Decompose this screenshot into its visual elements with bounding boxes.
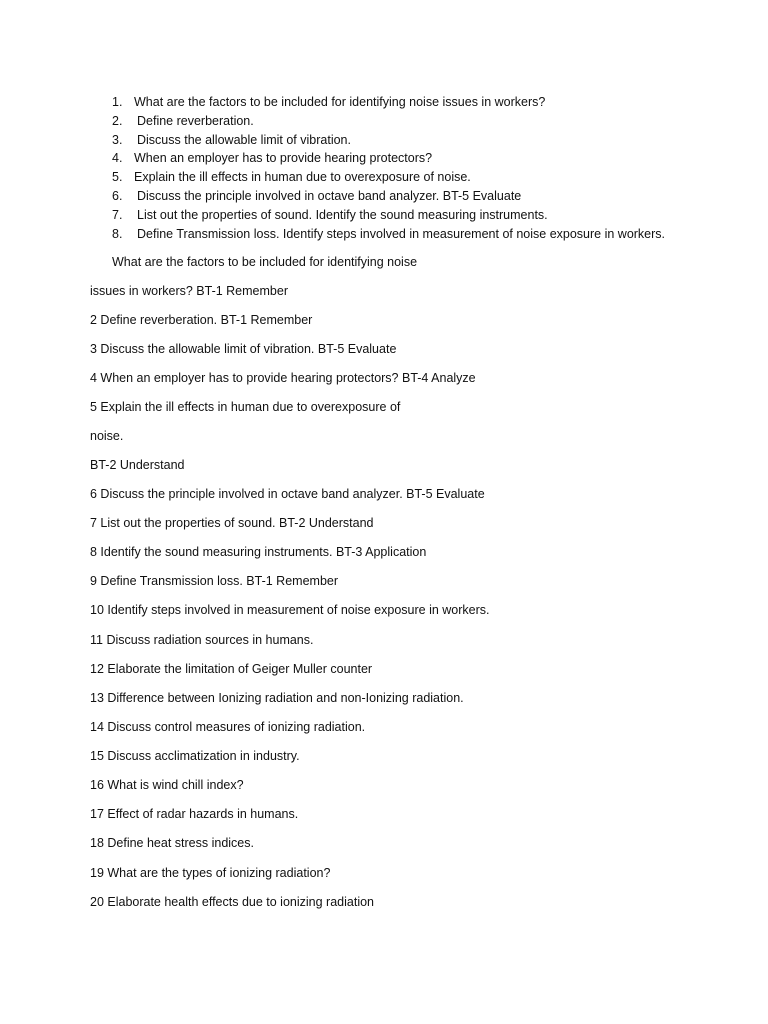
paragraph: 16 What is wind chill index? — [90, 778, 244, 792]
paragraph: 3 Discuss the allowable limit of vibration. BT-5 Evaluate — [90, 342, 397, 356]
list-item-text: When an employer has to provide hearing protectors? — [134, 151, 433, 166]
paragraph: noise. — [90, 429, 124, 443]
list-number: 8. — [112, 226, 123, 241]
list-item — [112, 225, 665, 244]
list-item-text: Define reverberation. — [137, 113, 254, 128]
paragraph: 13 Difference between Ionizing radiation and non-Ionizing radiation. — [90, 691, 464, 705]
paragraph: 20 Elaborate health effects due to ionizing radiation — [90, 895, 374, 909]
list-number: 3. — [112, 132, 123, 147]
paragraph: 18 Define heat stress indices. — [90, 836, 254, 850]
paragraph: 12 Elaborate the limitation of Geiger Muller counter — [90, 662, 373, 676]
numbered-question-list — [112, 93, 665, 243]
list-item — [112, 131, 665, 150]
list-number: 4. — [112, 151, 123, 166]
list-number: 1. — [112, 95, 123, 109]
paragraph: 15 Discuss acclimatization in industry. — [90, 749, 300, 763]
paragraph: 6 Discuss the principle involved in octave band analyzer. BT-5 Evaluate — [90, 487, 485, 501]
paragraph: 11 Discuss radiation sources in humans. — [90, 633, 314, 647]
list-item-text: Discuss the allowable limit of vibration. — [137, 132, 351, 147]
list-number: 2. — [112, 113, 123, 128]
list-item — [112, 112, 665, 131]
paragraph: 5 Explain the ill effects in human due to overexposure of — [90, 400, 401, 414]
paragraph: 4 When an employer has to provide hearing protectors? BT-4 Analyze — [90, 371, 476, 385]
list-item-text: What are the factors to be included for identifying noise issues in workers? — [134, 95, 546, 109]
paragraph: 8 Identify the sound measuring instruments. BT-3 Application — [90, 545, 427, 559]
list-item-text: Define Transmission loss. Identify steps involved in measurement of noise exposure in workers. — [137, 226, 666, 241]
paragraph: 2 Define reverberation. BT-1 Remember — [90, 313, 313, 327]
list-item — [112, 149, 665, 168]
list-item — [112, 206, 665, 225]
paragraph: 7 List out the properties of sound. BT-2 Understand — [90, 516, 374, 530]
list-item — [112, 187, 665, 206]
list-item — [112, 168, 665, 187]
list-number: 6. — [112, 188, 123, 203]
paragraph: 9 Define Transmission loss. BT-1 Remember — [90, 574, 339, 588]
paragraph: issues in workers? BT-1 Remember — [90, 284, 288, 298]
paragraph: BT-2 Understand — [90, 458, 185, 472]
list-item-text: Explain the ill effects in human due to overexposure of noise. — [134, 170, 471, 185]
list-item-text: List out the properties of sound. Identify the sound measuring instruments. — [137, 207, 548, 222]
list-number: 5. — [112, 170, 123, 185]
paragraph: 17 Effect of radar hazards in humans. — [90, 807, 299, 821]
paragraph: 19 What are the types of ionizing radiation? — [90, 866, 331, 880]
paragraph: What are the factors to be included for identifying noise — [112, 255, 418, 269]
list-number: 7. — [112, 207, 123, 222]
paragraph: 14 Discuss control measures of ionizing radiation. — [90, 720, 366, 734]
list-item-text: Discuss the principle involved in octave band analyzer. BT-5 Evaluate — [137, 188, 522, 203]
paragraph: 10 Identify steps involved in measurement of noise exposure in workers. — [90, 603, 490, 617]
list-item — [112, 93, 665, 112]
